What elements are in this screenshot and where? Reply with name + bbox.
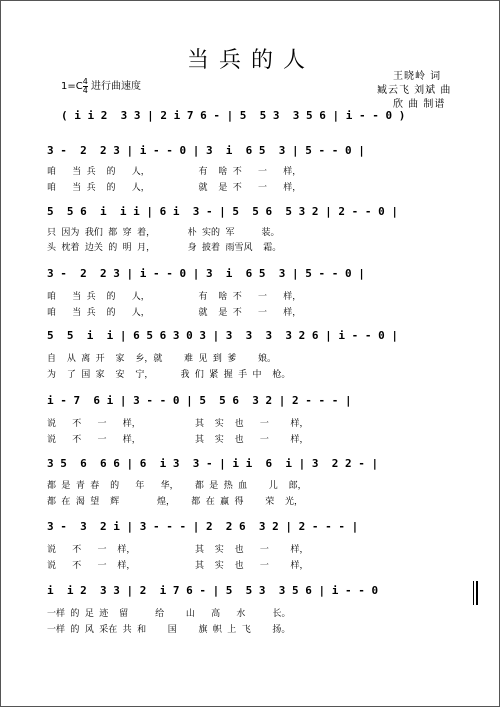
system-7-lyric-2: 说 不 一 样， 其 实 也 一 样， [47,561,309,571]
song-title: 当兵的人 [186,48,315,73]
system-2-lyric-1: 只 因为 我们 都 穿 着， 朴 实的 军 装。 [47,228,280,238]
system-2-notes: 5 5 6 i i i | 6 i 3 - | 5 5 6 5 3 2 | 2 - - 0 | [47,205,398,218]
system-1-notes: 3 - 2 2 3 | i - - 0 | 3 i 6 5 3 | 5 - - 0 | [47,144,365,157]
intro-notes: ( i i 2 3 3 | 2 i 7 6 - | 5 5 3 3 5 6 | i - - 0 ) [61,109,406,122]
lyricist-credit: 王晓岭 词 [393,71,442,82]
system-6-lyric-2: 都 在 渴 望 辉 煌， 都 在 赢 得 荣 光， [47,497,304,507]
system-4-lyric-2: 为 了 国 家 安 宁， 我 们 紧 握 手 中 枪。 [47,370,291,380]
system-1-lyric-1: 咱 当 兵 的 人， 有 啥 不 一 样， [47,167,302,177]
system-4-lyric-1: 自 从 离 开 家 乡，就 难 见 到 爹 娘。 [47,354,276,364]
system-8-notes: i i 2 3 3 | 2 i 7 6 - | 5 5 3 3 5 6 | i - - 0 [47,584,379,597]
time-signature: $\frac{4}{4}$ [82,76,88,95]
system-4-notes: 5 5 i i | 6 5 6 3 0 3 | 3 3 3 3 2 6 | i - - 0 | [47,329,398,342]
system-5-lyric-2: 说 不 一 样， 其 实 也 一 样， [47,435,309,445]
key-signature: 1=C $\frac{4}{4}$ 进行曲速度 [61,76,142,95]
system-3-lyric-1: 咱 当 兵 的 人， 有 啥 不 一 样， [47,292,302,302]
composer-credit: 臧云飞 刘斌 曲 [377,85,452,96]
engraver-credit: 欣 曲 制谱 [393,99,446,110]
system-8-lyric-1: 一样 的 足 迹 留 给 山 高 水 长。 [47,609,291,619]
final-barline-thick [476,581,478,605]
system-7-notes: 3 - 3 2 i | 3 - - - | 2 2 6 3 2 | 2 - - - | [47,520,359,533]
tempo-marking: 进行曲速度 [91,81,142,92]
system-6-notes: 3 5 6 6 6 | 6 i 3 3 - | i i 6 i | 3 2 2 - | [47,457,379,470]
system-5-lyric-1: 说 不 一 样， 其 实 也 一 样， [47,419,309,429]
final-barline-thin [473,581,474,605]
system-7-lyric-1: 说 不 一 样， 其 实 也 一 样， [47,545,309,555]
system-1-lyric-2: 咱 当 兵 的 人， 就 是 不 一 样， [47,183,302,193]
system-2-lyric-2: 头 枕着 边关 的 明 月， 身 披着 雨雪风 霜。 [47,243,282,253]
system-8-lyric-2: 一样 的 风 采在 共 和 国 旗 帜 上 飞 扬。 [47,625,291,635]
system-6-lyric-1: 都 是 青 春 的 年 华， 都 是 热 血 儿 郎， [47,481,307,491]
system-3-lyric-2: 咱 当 兵 的 人， 就 是 不 一 样， [47,308,302,318]
system-5-notes: i - 7 6 i | 3 - - 0 | 5 5 6 3 2 | 2 - - - | [47,394,352,407]
system-3-notes: 3 - 2 2 3 | i - - 0 | 3 i 6 5 3 | 5 - - 0 | [47,267,365,280]
